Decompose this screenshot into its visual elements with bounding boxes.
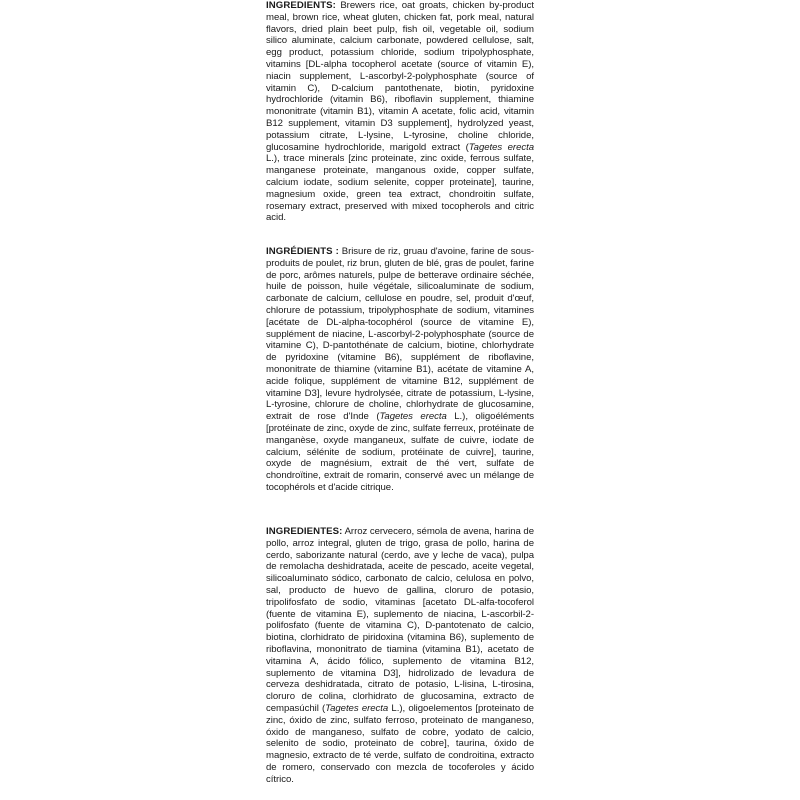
ingredients-french-text: Brisure de riz, gruau d'avoine, farine de sous-produits de poulet, riz brun, gluten de blé, gras de poulet, farine de porc, arômes naturels, pulpe de betterave ordinaire séchée, huile de poisson, huile végétale, silicoaluminate de sodium, carbonate de calcium, cellulose en poudre, sel, produit d'œuf, chlorure de potassium, tripolyphosphate de sodium, vitamines [acétate de DL-alpha-tocophérol (source de vitamine E), supplément de niacine, L-ascorbyl-2-polyphosphate (source de vitamine C), D-pantothénate de calcium, biotine, chlorhydrate de pyridoxine (vitamine B6), supplément de riboflavine, mononitrate de thiamine (vitamine B1), acétate de vitamine A, acide folique, supplément de vitamine B12, supplément de vitamine D3], levure hydrolysée, citrate de potassium, L-lysine, L-tyrosine, chlorure de choline, chlorhydrate de glucosamine, extrait de rose d'Inde ( <box>266 246 534 423</box>
ingredients-spanish-heading: INGREDIENTES: <box>266 526 343 537</box>
ingredients-english-heading: INGREDIENTS: <box>266 0 336 11</box>
ingredients-french-latin-name: Tagetes erecta <box>379 411 447 423</box>
ingredients-english <box>266 0 534 224</box>
ingredients-french-paragraph <box>266 246 534 494</box>
ingredients-english-text-continued: L.), trace minerals [zinc proteinate, zinc oxide, ferrous sulfate, manganese proteinate, manganous oxide, copper sulfate, calcium iodate, sodium selenite, copper proteinate], taurine, magnesium oxide, green tea extract, chondroitin sulfate, rosemary extract, preserved with mixed tocopherols and citric acid. <box>266 153 534 224</box>
ingredients-spanish <box>266 526 534 786</box>
ingredients-french-text-continued: L.), oligoéléments [protéinate de zinc, oxyde de zinc, sulfate ferreux, protéinate de manganèse, oxyde manganeux, sulfate de cuivre, iodate de calcium, sélénite de sodium, protéinate de cuivre], taurine, oxyde de magnésium, extrait de thé vert, sulfate de chondroïtine, extrait de romarin, conservé avec un mélange de tocophérols et d'acide citrique. <box>266 411 534 493</box>
ingredients-spanish-text-continued: L.), oligoelementos [proteinato de zinc, óxido de zinc, sulfato ferroso, proteinato de manganeso, óxido de manganeso, sulfato de cobre, yodato de calcio, selenito de sodio, proteinato de cobre], taurina, óxido de magnesio, extracto de té verde, sulfato de condroitina, extracto de romero, conservado con mezcla de tocoferoles y ácido cítrico. <box>266 702 534 785</box>
ingredients-english-text: Brewers rice, oat groats, chicken by-product meal, brown rice, wheat gluten, chicken fat, pork meal, natural flavors, dried plain beet pulp, fish oil, vegetable oil, sodium silico aluminate, calcium carbonate, powdered cellulose, salt, egg product, potassium chloride, sodium tripolyphosphate, vitamins [DL-alpha tocopherol acetate (source of vitamin E), niacin supplement, L-ascorbyl-2-polyphosphate (source of vitamin C), D-calcium pantothenate, biotin, pyridoxine hydrochloride (vitamin B6), riboflavin supplement, thiamine mononitrate (vitamin B1), vitamin A acetate, folic acid, vitamin B12 supplement, vitamin D3 supplement], hydrolyzed yeast, potassium citrate, L-lysine, L-tyrosine, choline chloride, glucosamine hydrochloride, marigold extract ( <box>266 0 534 153</box>
ingredients-french <box>266 246 534 494</box>
ingredients-spanish-paragraph <box>266 526 534 786</box>
ingredients-spanish-latin-name: Tagetes erecta <box>325 702 389 714</box>
ingredients-spanish-text: Arroz cervecero, sémola de avena, harina de pollo, arroz integral, gluten de trigo, grasa de pollo, harina de cerdo, saborizante natural (cerdo, ave y leche de vaca), pulpa de remolacha deshidratada, aceite de pescado, aceite vegetal, silicoaluminato sódico, carbonato de calcio, celulosa en polvo, sal, producto de huevo de gallina, cloruro de potasio, tripolifosfato de sodio, vitaminas [acetato DL-alfa-tocoferol (fuente de vitamina E), suplemento de niacina, L-ascorbil-2-polifosfato (fuente de vitamina C), D-pantotenato de calcio, biotina, clorhidrato de piridoxina (vitamina B6), suplemento de riboflavina, mononitrato de tiamina (vitamina B1), acetato de vitamina A, ácido fólico, suplemento de vitamina B12, suplemento de vitamina D3], hidrolizado de levadura de cerveza deshidratada, citrato de potasio, L-lisina, L-tirosina, cloruro de colina, clorhidrato de glucosamina, extracto de cempasúchil ( <box>266 526 534 714</box>
ingredients-english-latin-name: Tagetes erecta <box>468 141 535 153</box>
ingredients-french-heading: INGRÉDIENTS : <box>266 246 339 257</box>
ingredients-english-paragraph <box>266 0 534 224</box>
